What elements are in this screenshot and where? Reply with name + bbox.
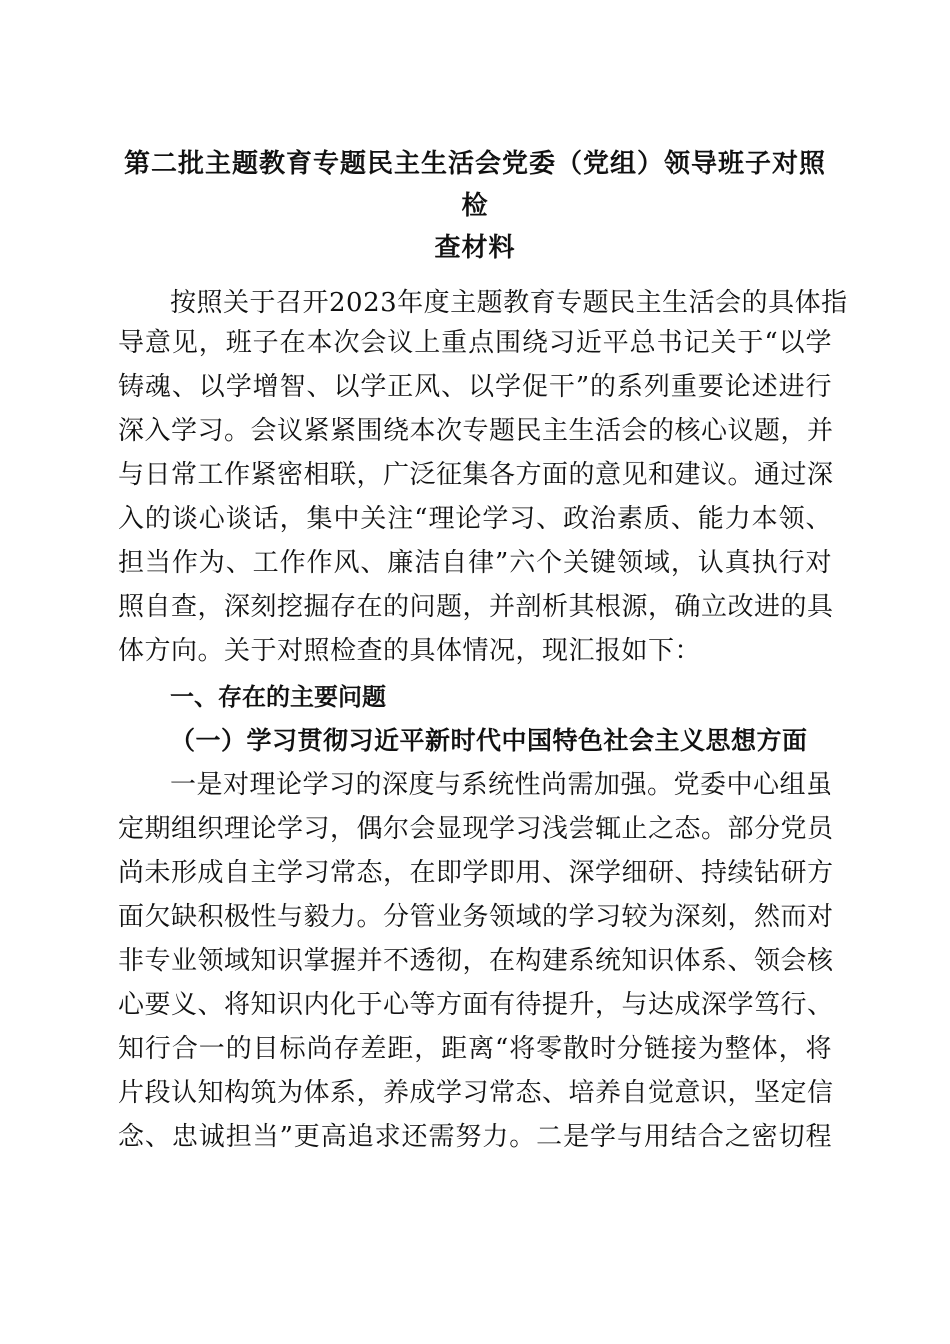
intro-line: 深入学习。会议紧紧围绕本次专题民主生活会的核心议题，并 <box>118 416 834 446</box>
title-line-2: 查材料 <box>434 233 516 263</box>
body-line: 念、忠诚担当”更高追求还需努力。二是学与用结合之密切程 <box>118 1122 832 1152</box>
intro-line: 体方向。关于对照检查的具体情况，现汇报如下： <box>118 636 702 666</box>
intro-line: 按照关于召开2023年度主题教育专题民主生活会的具体指 <box>170 288 848 318</box>
body-line: 面欠缺积极性与毅力。分管业务领域的学习较为深刻，然而对 <box>118 902 834 932</box>
subsection-heading: （一）学习贯彻习近平新时代中国特色社会主义思想方面 <box>170 726 808 755</box>
intro-line: 铸魂、以学增智、以学正风、以学促干”的系列重要论述进行 <box>118 372 832 402</box>
intro-line: 与日常工作紧密相联，广泛征集各方面的意见和建议。通过深 <box>118 460 834 490</box>
title-line-1: 第二批主题教育专题民主生活会党委（党组）领导班子对照检 <box>123 149 826 221</box>
body-line: 知行合一的目标尚存差距，距离“将零散时分链接为整体，将 <box>118 1034 832 1064</box>
body-line: 尚未形成自主学习常态，在即学即用、深学细研、持续钻研方 <box>118 858 834 888</box>
intro-line: 照自查，深刻挖掘存在的问题，并剖析其根源，确立改进的具 <box>118 592 834 622</box>
body-line: 片段认知构筑为体系，养成学习常态、培养自觉意识，坚定信 <box>118 1078 834 1108</box>
body-line: 定期组织理论学习，偶尔会显现学习浅尝辄止之态。部分党员 <box>118 814 834 844</box>
document-title <box>118 143 832 269</box>
body-line: 心要义、将知识内化于心等方面有待提升，与达成深学笃行、 <box>118 990 834 1020</box>
intro-line: 担当作为、工作作风、廉洁自律”六个关键领域，认真执行对 <box>118 548 832 578</box>
section-heading: 一、存在的主要问题 <box>170 683 386 711</box>
intro-line: 入的谈心谈话，集中关注“理论学习、政治素质、能力本领、 <box>118 504 832 534</box>
body-line: 一是对理论学习的深度与系统性尚需加强。党委中心组虽 <box>170 770 833 800</box>
body-line: 非专业领域知识掌握并不透彻，在构建系统知识体系、领会核 <box>118 946 834 976</box>
intro-line: 导意见，班子在本次会议上重点围绕习近平总书记关于“以学 <box>118 328 832 358</box>
